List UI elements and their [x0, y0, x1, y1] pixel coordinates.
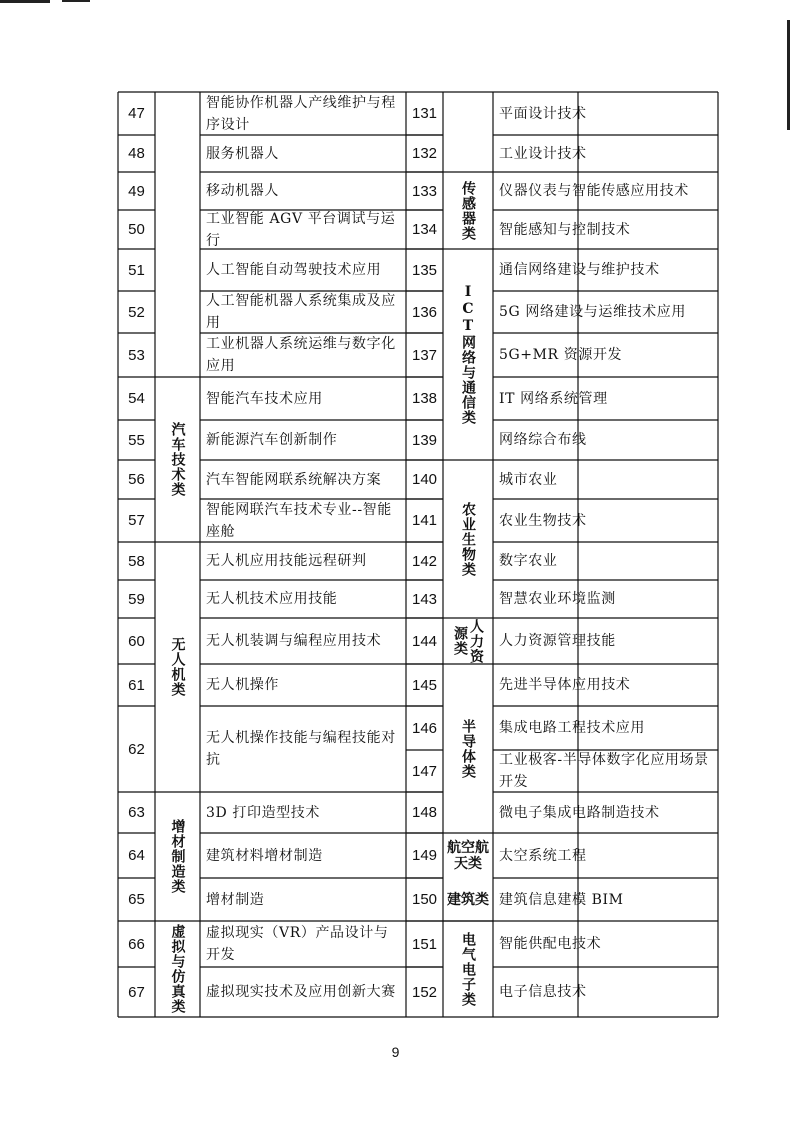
left-row-number: 48: [128, 145, 145, 162]
right-row-item-name: 5G 网络建设与运维技术应用: [499, 304, 686, 320]
left-row-number: 63: [128, 804, 145, 821]
right-row-number: 131: [411, 105, 438, 122]
left-row-item-name: 无人机操作技能与编程技能对抗: [206, 730, 396, 768]
right-row-item-name: 太空系统工程: [499, 847, 587, 864]
right-row-number: 141: [411, 512, 438, 529]
right-category-cell: [443, 921, 493, 1017]
left-row-number: 50: [128, 221, 145, 238]
left-row-item-name: 建筑材料增材制造: [206, 847, 323, 864]
left-row-item-name: 无人机应用技能远程研判: [206, 553, 367, 569]
left-row-item-name: 服务机器人: [206, 145, 279, 162]
left-row-item-name: 虚拟现实（VR）产品设计与开发: [206, 925, 389, 963]
left-row-number: 53: [128, 346, 145, 364]
right-row-item-name: 智能供配电技术: [499, 936, 602, 952]
left-row-number: 66: [128, 935, 145, 953]
left-category-cell: [155, 92, 200, 377]
right-row-number: 137: [411, 346, 438, 364]
right-category-cell-label: 半导体类: [460, 718, 476, 779]
right-row-number: 143: [411, 590, 438, 608]
right-row-item-name: 微电子集成电路制造技术: [499, 804, 660, 821]
left-row-item-name: 智能协作机器人产线维护与程序设计: [206, 94, 396, 133]
right-row-item-name: 人力资源管理技能: [499, 633, 616, 649]
left-row-number: 58: [128, 552, 145, 570]
right-row-item-name: 城市农业: [499, 471, 558, 488]
right-row-item-name: 平面设计技术: [499, 105, 587, 122]
left-row-number: 59: [128, 590, 145, 608]
left-row-number: 55: [128, 431, 145, 449]
left-category-cell: [155, 921, 200, 1017]
right-row-number: 149: [411, 847, 438, 864]
right-row-number: 144: [411, 632, 438, 650]
left-row-item-name: 工业智能 AGV 平台调试与运行: [206, 210, 396, 249]
right-row-number: 136: [411, 303, 438, 321]
right-row-number: 152: [411, 983, 438, 1001]
right-row-item-name: 集成电路工程技术应用: [499, 720, 645, 736]
right-row-item-name: 网络综合布线: [499, 432, 587, 448]
left-row-item-name: 智能汽车技术应用: [206, 390, 323, 407]
left-row-number: 47: [128, 105, 145, 122]
right-row-item-name: 数字农业: [499, 553, 558, 569]
left-row-item-name: 移动机器人: [206, 183, 279, 199]
left-row-number: 51: [128, 261, 145, 279]
right-row-number: 135: [411, 261, 438, 279]
left-category-cell-label: 汽车技术类: [169, 422, 186, 497]
right-row-item-name: 建筑信息建模 BIM: [499, 891, 624, 908]
right-category-cell-label: 农业生物类: [460, 501, 476, 577]
right-row-item-name: 电子信息技术: [499, 984, 587, 1000]
right-category-cell: [443, 92, 493, 172]
right-row-number: 142: [411, 552, 438, 570]
right-category-cell-label: ICT网络与通信类: [460, 284, 476, 425]
left-row-number: 54: [128, 390, 145, 407]
left-row-number: 57: [128, 512, 145, 529]
left-row-item-name: 工业机器人系统运维与数字化应用: [206, 336, 396, 374]
left-row-number: 61: [128, 676, 145, 694]
left-row-item-name: 无人机技术应用技能: [206, 591, 338, 607]
left-row-item-name: 3D 打印造型技术: [206, 804, 320, 821]
right-category-cell: [443, 664, 493, 833]
right-row-number: 151: [411, 935, 438, 953]
left-category-cell: [155, 542, 200, 792]
right-row-item-name: 工业极客-半导体数字化应用场景开发: [499, 752, 709, 790]
left-row-number: 64: [128, 847, 145, 864]
left-category-cell-label: 增材制造类: [169, 819, 186, 894]
left-row-item-name: 新能源汽车创新制作: [206, 432, 338, 448]
right-row-item-name: 仪器仪表与智能传感应用技术: [499, 183, 689, 199]
right-row-number: 148: [411, 804, 438, 821]
left-row-item-name: 智能网联汽车技术专业--智能座舱: [206, 501, 392, 540]
right-row-item-name: 农业生物技术: [499, 512, 587, 529]
right-category-cell: [443, 249, 493, 460]
right-category-cell-label: 人力资源类: [452, 618, 484, 664]
right-row-number: 150: [411, 891, 438, 908]
right-category-cell: [443, 878, 493, 921]
right-row-number: 139: [411, 431, 438, 449]
right-row-number: 145: [411, 676, 438, 694]
left-row-item-name: 增材制造: [206, 891, 265, 908]
right-category-cell-label: 建筑类: [447, 891, 489, 908]
left-row-number: 62: [128, 740, 145, 758]
left-row-number: 60: [128, 632, 145, 650]
left-category-cell: [155, 792, 200, 921]
right-row-number: 134: [411, 221, 438, 238]
right-row-number: 132: [411, 145, 438, 162]
page-number: 9: [391, 1044, 400, 1060]
right-row-item-name: 智慧农业环境监测: [499, 591, 616, 607]
right-category-cell: [443, 833, 493, 878]
right-row-number: 140: [411, 471, 438, 488]
left-category-cell: [155, 377, 200, 542]
right-row-item-name: 智能感知与控制技术: [499, 221, 631, 238]
right-category-cell-label: 电气电子类: [460, 931, 476, 1007]
right-row-item-name: 通信网络建设与维护技术: [499, 262, 660, 278]
left-row-number: 52: [128, 303, 145, 321]
left-row-number: 67: [128, 983, 145, 1001]
right-row-item-name: 先进半导体应用技术: [499, 677, 631, 693]
right-row-number: 147: [411, 762, 438, 780]
right-category-cell-label: 传感器类: [460, 180, 476, 241]
left-row-number: 65: [128, 891, 145, 908]
left-row-number: 49: [128, 182, 145, 200]
left-row-item-name: 人工智能机器人系统集成及应用: [206, 293, 396, 331]
left-row-number: 56: [128, 471, 145, 488]
left-row-item-name: 人工智能自动驾驶技术应用: [206, 262, 382, 278]
right-category-cell: [443, 618, 493, 664]
right-row-number: 133: [411, 182, 438, 200]
left-category-cell-label: 无人机类: [169, 637, 186, 697]
left-row-item-name: 无人机装调与编程应用技术: [206, 633, 382, 649]
right-category-cell-label: 航空航天类: [447, 839, 489, 872]
right-category-cell: [443, 172, 493, 249]
left-category-cell-label: 虚拟与仿真类: [169, 924, 186, 1014]
right-row-item-name: IT 网络系统管理: [499, 390, 608, 407]
left-row-item-name: 虚拟现实技术及应用创新大赛: [206, 984, 396, 1000]
left-row-item-name: 无人机操作: [206, 677, 279, 693]
right-row-number: 138: [411, 390, 438, 407]
right-category-cell: [443, 460, 493, 618]
right-row-item-name: 5G+MR 资源开发: [499, 347, 623, 363]
right-row-number: 146: [411, 719, 438, 737]
right-row-item-name: 工业设计技术: [499, 145, 587, 162]
left-row-item-name: 汽车智能网联系统解决方案: [206, 471, 382, 488]
